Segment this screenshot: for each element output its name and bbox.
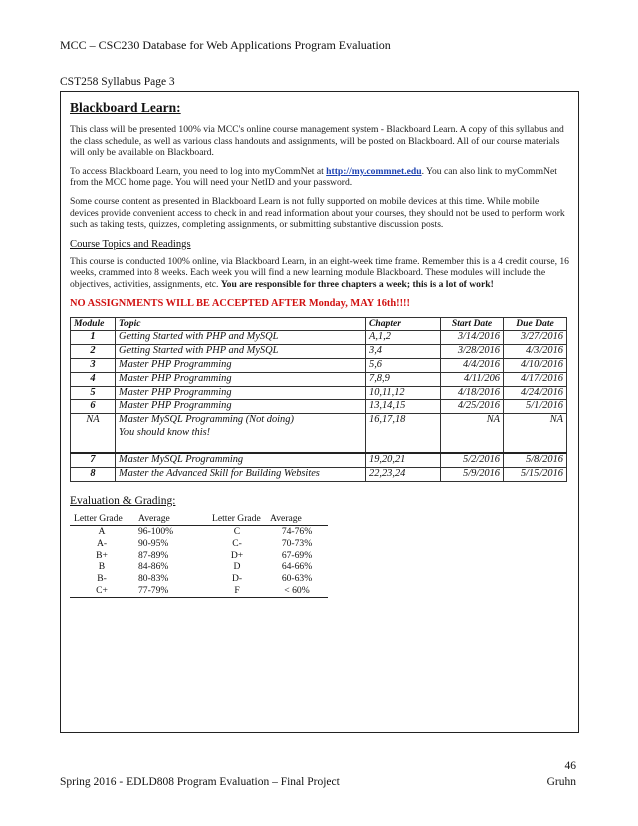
module-chapter: 3,4 [366, 345, 441, 359]
deadline-warning: NO ASSIGNMENTS WILL BE ACCEPTED AFTER Monday, MAY 16th!!!! [70, 297, 410, 309]
letter-grade: C [233, 525, 241, 537]
table-row [71, 467, 567, 481]
grade-average: 80-83% [138, 573, 169, 585]
letter-grade: F [208, 585, 266, 597]
module-number: 2 [71, 345, 116, 359]
grade-average: 90-95% [138, 537, 169, 549]
module-chapter: 16,17,18 [366, 414, 441, 454]
module-topic-note: You should know this! [119, 426, 211, 438]
module-due-date: 5/1/2016 [504, 400, 567, 414]
table-row [71, 400, 567, 414]
module-due-date: 5/8/2016 [504, 453, 567, 467]
module-topic: Master the Advanced Skill for Building Websites [116, 467, 366, 481]
module-start-date: 4/18/2016 [441, 386, 504, 400]
module-start-date: 4/11/206 [441, 372, 504, 386]
header-chapter: Chapter [366, 317, 441, 331]
document-subtitle: CST258 Syllabus Page 3 [60, 76, 175, 88]
module-schedule-table [70, 317, 567, 482]
syllabus-scan-frame [60, 91, 579, 733]
paragraph-access [70, 166, 569, 189]
module-topic: Getting Started with PHP and MySQL [116, 331, 366, 345]
letter-grade: B- [97, 573, 107, 585]
letter-grade: D+ [230, 549, 244, 561]
table-row [71, 358, 567, 372]
header-average-2: Average [266, 513, 328, 526]
module-topic: Master PHP Programming [116, 400, 366, 414]
module-number: NA [71, 414, 116, 454]
commnet-link[interactable]: http://my.commnet.edu [326, 165, 422, 177]
module-start-date: 5/9/2016 [441, 467, 504, 481]
module-number: 4 [71, 372, 116, 386]
grading-header-row [70, 513, 328, 526]
header-due-date: Due Date [504, 317, 567, 331]
letter-grade: C- [232, 537, 242, 549]
grade-row [70, 550, 328, 562]
module-start-date: 5/2/2016 [441, 453, 504, 467]
grade-row [70, 525, 328, 537]
module-number: 3 [71, 358, 116, 372]
module-number: 6 [71, 400, 116, 414]
grade-average: 74-76% [281, 525, 313, 537]
module-chapter: 19,20,21 [366, 453, 441, 467]
letter-grade: B [98, 561, 106, 573]
blackboard-heading: Blackboard Learn: [70, 100, 181, 115]
module-chapter: 13,14,15 [366, 400, 441, 414]
header-module: Module [71, 317, 116, 331]
module-topic: Master PHP Programming [116, 372, 366, 386]
table-row [71, 331, 567, 345]
module-due-date: 3/27/2016 [504, 331, 567, 345]
topics-heading: Course Topics and Readings [70, 238, 191, 250]
module-due-date: 4/17/2016 [504, 372, 567, 386]
module-chapter: 10,11,12 [366, 386, 441, 400]
grade-row [70, 538, 328, 550]
document-header-title: MCC – CSC230 Database for Web Applications Program Evaluation [60, 38, 391, 52]
module-start-date: 4/25/2016 [441, 400, 504, 414]
module-chapter: A,1,2 [366, 331, 441, 345]
grade-average: 96-100% [138, 525, 174, 537]
responsibility-note: You are responsible for three chapters a week; this is a lot of work! [220, 278, 494, 290]
module-chapter: 7,8,9 [366, 372, 441, 386]
evaluation-heading: Evaluation & Grading: [70, 494, 176, 507]
footer-left-text: Spring 2016 - EDLD808 Program Evaluation – Final Project [60, 776, 340, 788]
grade-average: 87-89% [138, 549, 169, 561]
module-chapter: 5,6 [366, 358, 441, 372]
module-due-date: NA [504, 414, 567, 454]
header-topic: Topic [116, 317, 366, 331]
paragraph-mobile: Some course content as presented in Blackboard Learn is not fully supported on mobile devices at this time. While mobile devices provide convenient access to check in and read information about your courses, they should not be used to perform work such as taking tests, quizzes, completing assignments, or submitting substantive discussion posts. [70, 195, 565, 231]
module-topic: Getting Started with PHP and MySQL [116, 345, 366, 359]
course-format-text: This course is conducted 100% online, via Blackboard Learn, in an eight-week time frame. Remember this is a 4 credit course, 16 weeks, crammed into 8 weeks. Each week you will find a new learning module Blackboard. These modules will include the objectives, activities, assignments, etc. [70, 255, 569, 290]
footer-author: Gruhn [546, 776, 576, 788]
module-number: 5 [71, 386, 116, 400]
grade-row [70, 573, 328, 585]
paragraph-blackboard-intro: This class will be presented 100% via MCC's online course management system - Blackboard Learn. A copy of this syllabus and the class schedule, as well as various class handouts and assignments, will be posted on Blackboard. All of our course materials will only be available on Blackboard. [70, 124, 564, 159]
page-number: 46 [564, 760, 576, 772]
module-topic: Master MySQL Programming [116, 453, 366, 467]
grade-row [70, 585, 328, 597]
header-letter-grade-2: Letter Grade [208, 513, 266, 526]
grade-average: < 60% [266, 585, 328, 597]
access-text-after: . You can also link to myCommNet from the MCC home page. You will need your NetID and your password. [70, 165, 557, 189]
table-row [71, 372, 567, 386]
access-text-before: To access Blackboard Learn, you need to log into myCommNet at [70, 165, 327, 177]
grade-average: 70-73% [281, 537, 313, 549]
module-number: 7 [71, 453, 116, 467]
grade-average: 84-86% [138, 561, 169, 573]
grade-average: 67-69% [281, 549, 313, 561]
letter-grade: A [98, 525, 106, 537]
module-due-date: 4/3/2016 [504, 345, 567, 359]
letter-grade: B+ [96, 549, 108, 561]
letter-grade: D- [231, 573, 243, 585]
module-due-date: 4/10/2016 [504, 358, 567, 372]
letter-grade: D [233, 561, 241, 573]
module-topic-line: Master MySQL Programming (Not doing) [119, 414, 294, 426]
module-start-date: NA [441, 414, 504, 454]
grading-table [70, 513, 328, 598]
module-number: 1 [71, 331, 116, 345]
module-topic: Master PHP Programming [116, 358, 366, 372]
header-average-1: Average [134, 513, 208, 526]
header-letter-grade-1: Letter Grade [70, 513, 134, 526]
module-topic: Master PHP Programming [116, 386, 366, 400]
grade-average: 60-63% [281, 573, 313, 585]
grade-average: 77-79% [134, 585, 208, 597]
module-chapter: 22,23,24 [366, 467, 441, 481]
module-start-date: 4/4/2016 [441, 358, 504, 372]
table-row [71, 386, 567, 400]
table-row [71, 345, 567, 359]
paragraph-course-format [70, 256, 569, 291]
table-row [71, 414, 567, 454]
module-number: 8 [71, 467, 116, 481]
module-due-date: 4/24/2016 [504, 386, 567, 400]
module-table-header-row [71, 317, 567, 331]
syllabus-content [70, 100, 569, 598]
table-row [71, 453, 567, 467]
module-start-date: 3/14/2016 [441, 331, 504, 345]
grade-average: 64-66% [281, 561, 313, 573]
module-due-date: 5/15/2016 [504, 467, 567, 481]
letter-grade: C+ [70, 585, 134, 597]
grade-row [70, 561, 328, 573]
header-start-date: Start Date [441, 317, 504, 331]
module-topic [116, 414, 366, 454]
module-start-date: 3/28/2016 [441, 345, 504, 359]
letter-grade: A- [96, 537, 108, 549]
